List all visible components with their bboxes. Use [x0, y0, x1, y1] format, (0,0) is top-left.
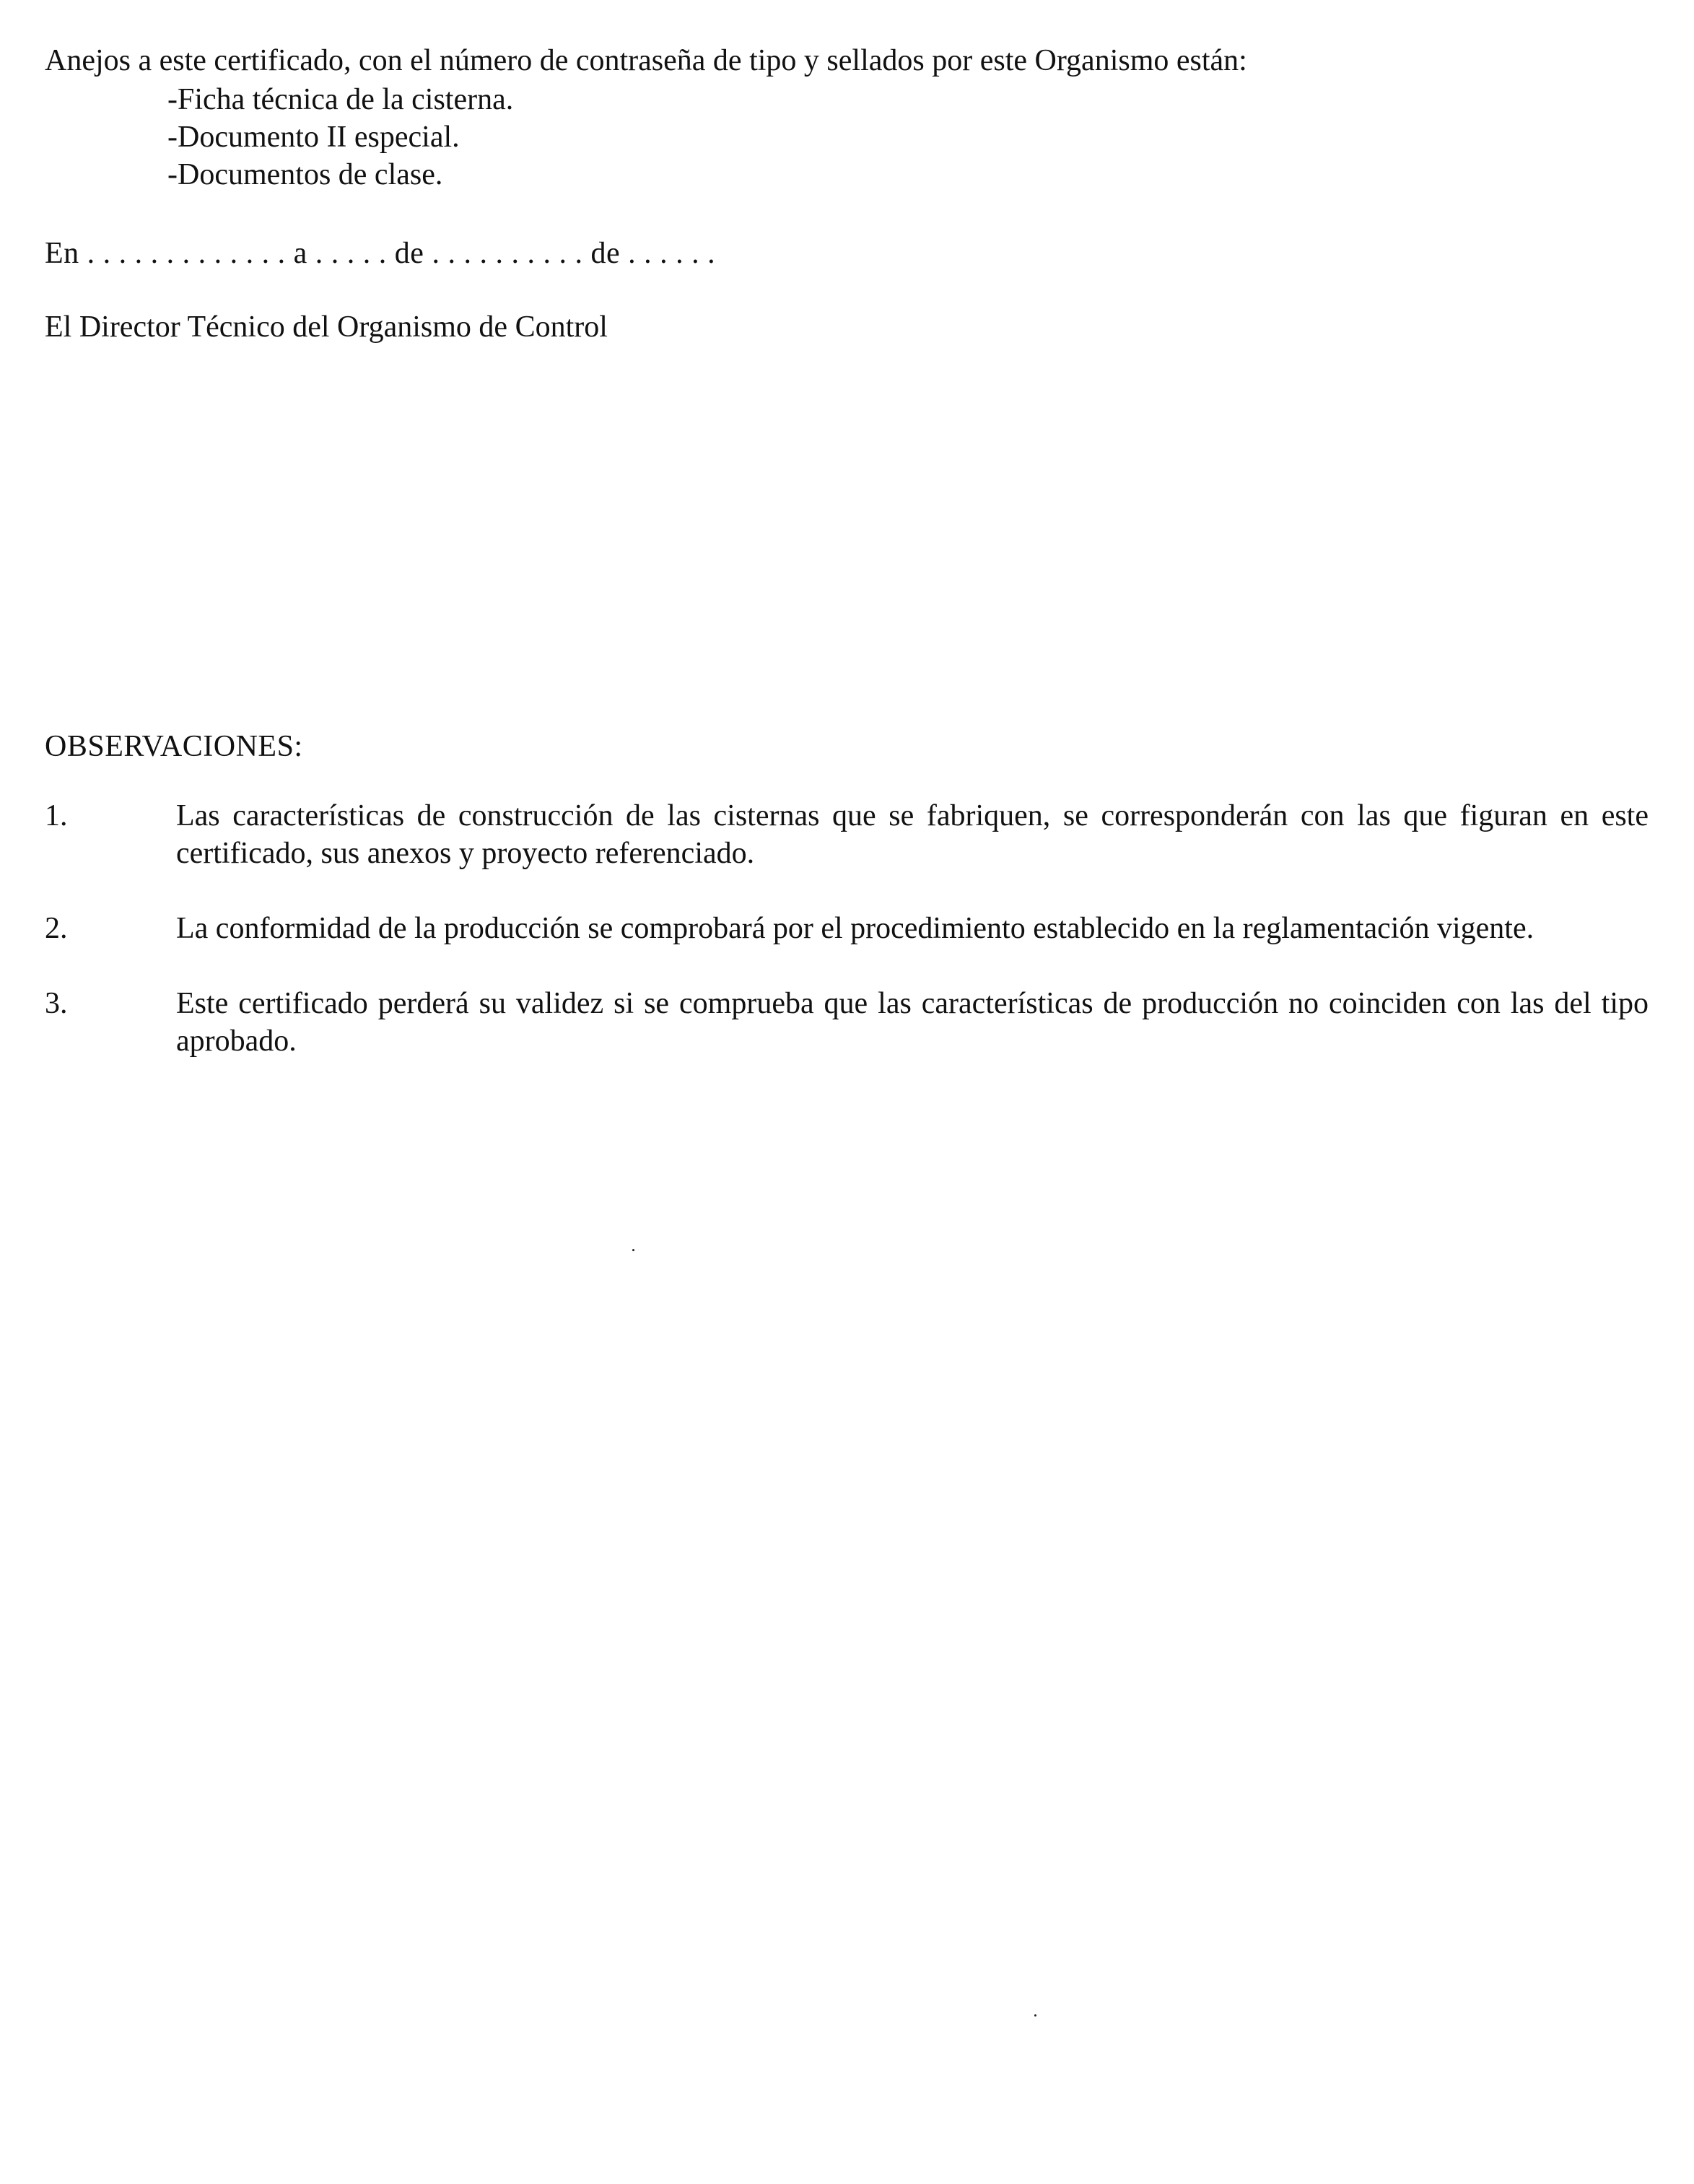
observation-text: Este certificado perderá su validez si se comprueba que las características de producción no coinciden con las del tipo aprobado.: [176, 987, 1649, 1058]
observation-item: [45, 910, 1649, 947]
scan-speck: [1034, 2014, 1036, 2016]
annex-list: [167, 81, 513, 193]
annex-item: -Documento II especial.: [167, 121, 460, 154]
observation-number: 2.: [45, 912, 68, 945]
annex-item: -Ficha técnica de la cisterna.: [167, 83, 514, 116]
observation-number: 3.: [45, 987, 68, 1020]
observation-item: [45, 985, 1649, 1060]
observations-list: [45, 797, 1649, 1097]
observation-text: Las características de construcción de las cisternas que se fabriquen, se corresponderán con las que figuran en este certificado, sus anexos y proyecto referenciado.: [176, 799, 1649, 870]
observation-text: La conformidad de la producción se comprobará por el procedimiento establecido en la reglamentación vigente.: [176, 912, 1534, 945]
signer-title: El Director Técnico del Organismo de Control: [45, 310, 608, 344]
place-date-line: En . . . . . . . . . . . . . a . . . . . de . . . . . . . . . . de . . . . . .: [45, 237, 716, 270]
annex-item: -Documentos de clase.: [167, 158, 443, 191]
scan-speck: [632, 1249, 634, 1251]
observations-heading: OBSERVACIONES:: [45, 730, 303, 763]
observation-item: [45, 797, 1649, 872]
annexes-intro: Anejos a este certificado, con el número de contraseña de tipo y sellados por este Organismo están:: [45, 44, 1247, 77]
observation-number: 1.: [45, 799, 68, 832]
